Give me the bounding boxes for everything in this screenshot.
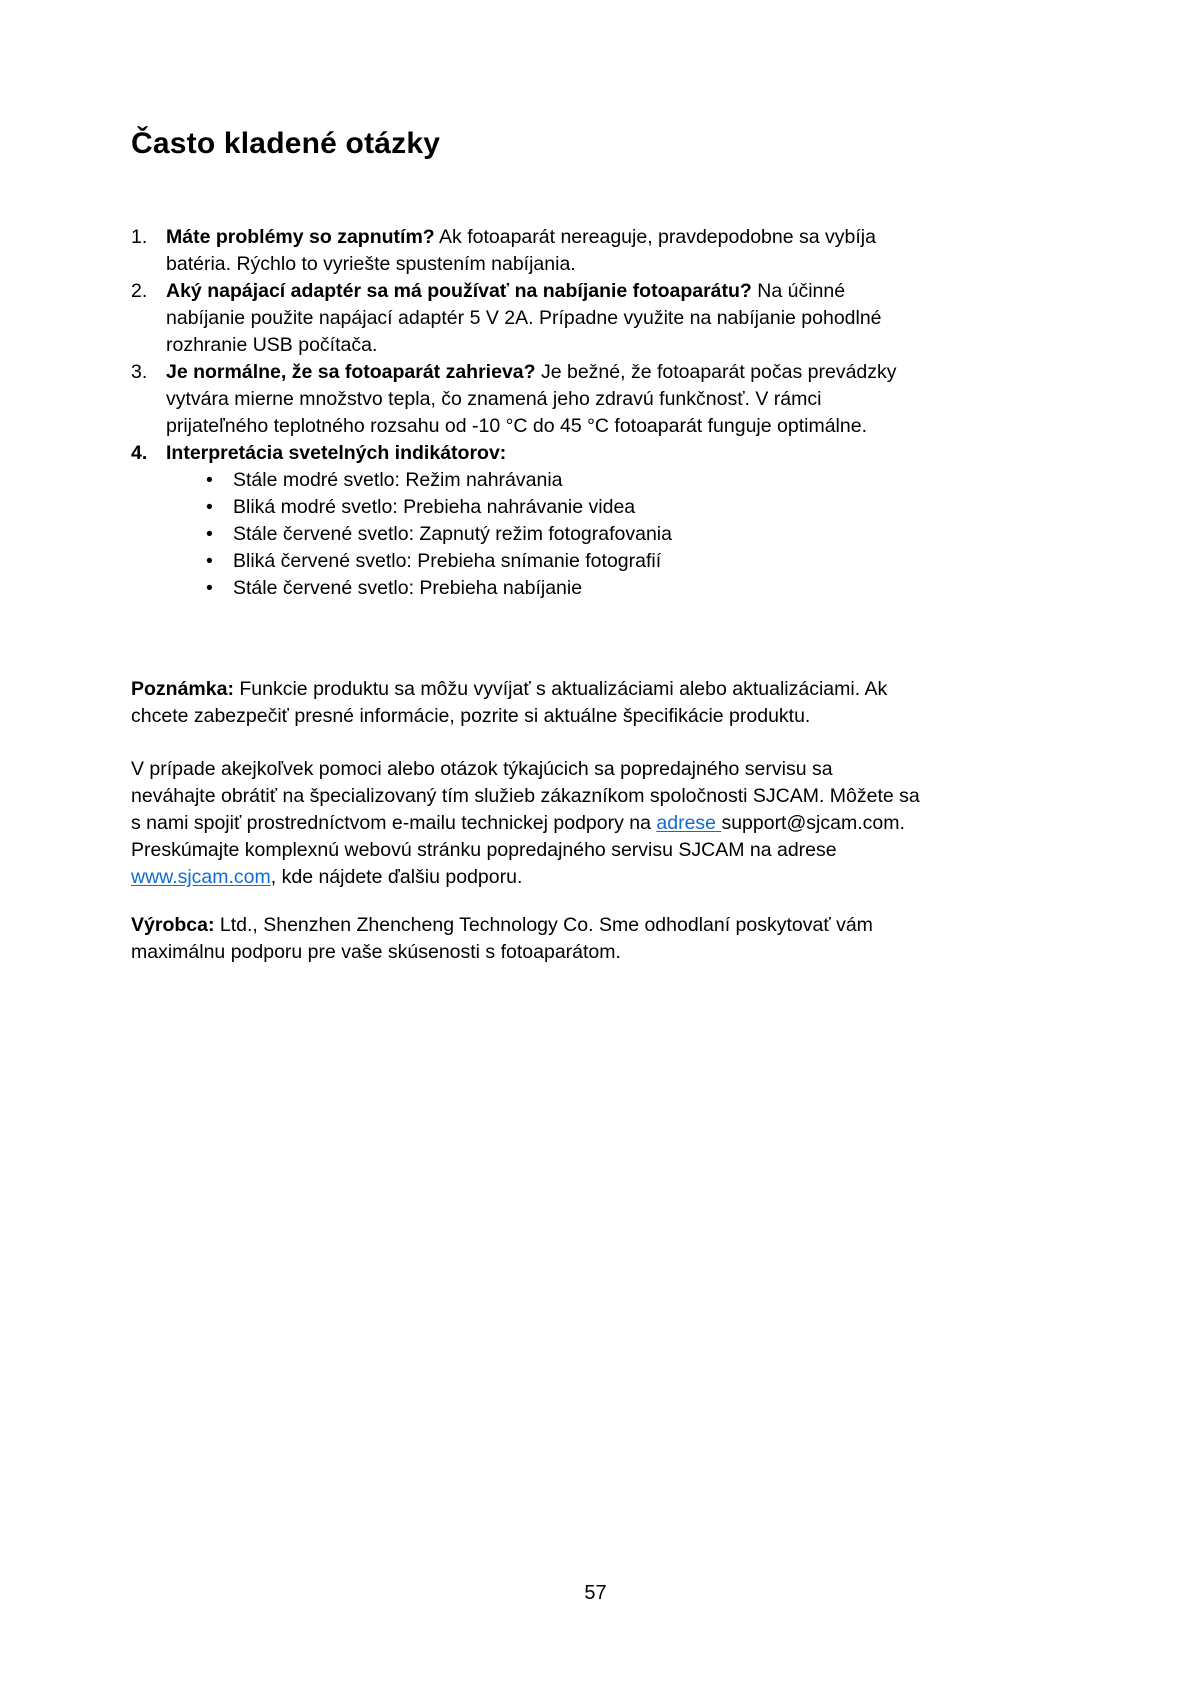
bullet-icon: • (206, 469, 213, 491)
faq-item-3 (131, 359, 1081, 440)
faq-question-2: Aký napájací adaptér sa má používať na nabíjanie fotoaparátu? (166, 280, 752, 302)
text-line: rozhranie USB počítača. (166, 334, 378, 356)
text-line (131, 676, 1081, 703)
text-line (166, 278, 1081, 305)
text-line: V prípade akejkoľvek pomoci alebo otázok týkajúcich sa popredajného servisu sa (131, 758, 833, 780)
indicator-text-5: Stále červené svetlo: Prebieha nabíjanie (233, 577, 583, 599)
support-email-link[interactable]: adrese (656, 812, 722, 834)
text-line: chcete zabezpečiť presné informácie, pozrite si aktuálne špecifikácie produktu. (131, 705, 811, 727)
indicator-item-2 (131, 494, 1081, 521)
page-title: Často kladené otázky (131, 127, 441, 160)
text-line (166, 359, 1081, 386)
text-line: neváhajte obrátiť na špecializovaný tím služieb zákazníkom spoločnosti SJCAM. Môžete sa (131, 785, 920, 807)
faq-item-1 (131, 224, 1081, 278)
text-line: prijateľného teplotného rozsahu od -10 °C do 45 °C fotoaparát funguje optimálne. (166, 415, 868, 437)
manufacturer-text-part: Ltd., Shenzhen Zhencheng Technology Co. Sme odhodlaní poskytovať vám (214, 914, 873, 936)
page-number: 57 (584, 1582, 607, 1604)
faq-item-4 (131, 440, 1081, 467)
indicator-text-3: Stále červené svetlo: Zapnutý režim fotografovania (233, 523, 672, 545)
indicator-text-1: Stále modré svetlo: Režim nahrávania (233, 469, 563, 491)
text-line: Preskúmajte komplexnú webovú stránku popredajného servisu SJCAM na adrese (131, 839, 837, 861)
text-line (166, 224, 1081, 251)
manufacturer-label: Výrobca: (131, 914, 215, 936)
text-line: nabíjanie použite napájací adaptér 5 V 2A. Prípadne využite na nabíjanie pohodlné (166, 307, 882, 329)
manufacturer-paragraph (131, 912, 1081, 966)
faq-answer-3-part: Je bežné, že fotoaparát počas prevádzky (535, 361, 897, 383)
faq-list (131, 224, 1081, 467)
support-paragraph (131, 756, 1081, 891)
text-line (131, 864, 1081, 891)
faq-item-1-text (166, 224, 1081, 278)
faq-item-3-text (166, 359, 1081, 440)
text-line (131, 912, 1081, 939)
support-email-text: support@sjcam.com. (721, 812, 905, 834)
text-line (131, 810, 1081, 837)
list-number-2: 2. (131, 280, 148, 302)
note-label: Poznámka: (131, 678, 234, 700)
bullet-icon: • (206, 577, 213, 599)
faq-item-4-text (166, 440, 1081, 467)
indicator-item-1 (131, 467, 1081, 494)
text-line: vytvára mierne množstvo tepla, čo znamená jeho zdravú funkčnosť. V rámci (166, 388, 822, 410)
bullet-icon: • (206, 496, 213, 518)
support-text-part: , kde nájdete ďalšiu podporu. (270, 866, 523, 888)
faq-question-4: Interpretácia svetelných indikátorov: (166, 442, 507, 464)
support-text-part: s nami spojiť prostredníctvom e-mailu technickej podpory na (131, 812, 657, 834)
text-line (166, 440, 1081, 467)
bullet-icon: • (206, 550, 213, 572)
text-line: maximálnu podporu pre vaše skúsenosti s fotoaparátom. (131, 941, 621, 963)
note-paragraph (131, 676, 1081, 730)
indicator-text-2: Bliká modré svetlo: Prebieha nahrávanie videa (233, 496, 636, 518)
list-number-1: 1. (131, 226, 148, 248)
indicator-item-3 (131, 521, 1081, 548)
faq-answer-2-part: Na účinné (751, 280, 846, 302)
faq-question-3: Je normálne, že sa fotoaparát zahrieva? (166, 361, 536, 383)
bullet-icon: • (206, 523, 213, 545)
website-link[interactable]: www.sjcam.com (131, 866, 271, 888)
indicator-list (131, 467, 1081, 602)
indicator-item-4 (131, 548, 1081, 575)
faq-question-1: Máte problémy so zapnutím? (166, 226, 435, 248)
note-text-part: Funkcie produktu sa môžu vyvíjať s aktualizáciami alebo aktualizáciami. Ak (233, 678, 888, 700)
faq-item-2-text (166, 278, 1081, 359)
list-number-4: 4. (131, 442, 148, 464)
indicator-text-4: Bliká červené svetlo: Prebieha snímanie fotografií (233, 550, 662, 572)
text-line: batéria. Rýchlo to vyriešte spustením nabíjania. (166, 253, 576, 275)
faq-item-2 (131, 278, 1081, 359)
page-content (131, 125, 1081, 966)
indicator-item-5 (131, 575, 1081, 602)
list-number-3: 3. (131, 361, 148, 383)
faq-answer-1-part: Ak fotoaparát nereaguje, pravdepodobne sa vybíja (434, 226, 876, 248)
